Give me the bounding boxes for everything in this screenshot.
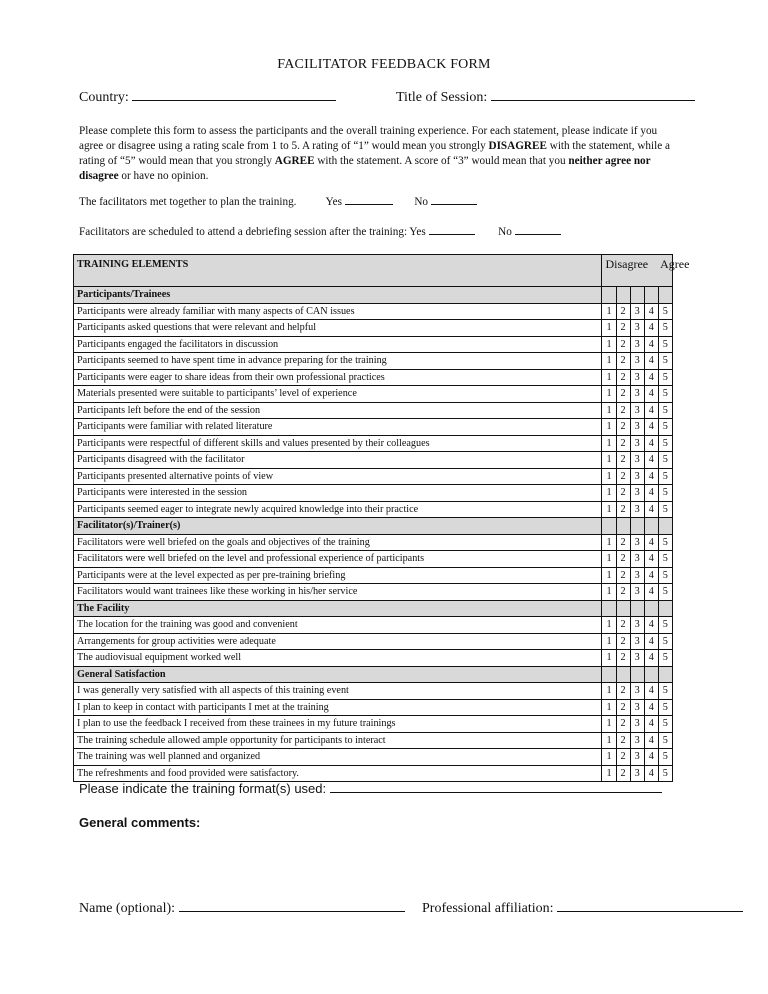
rating-option-4[interactable]: 4 <box>644 402 658 419</box>
table-row <box>74 435 673 452</box>
rating-option-4[interactable]: 4 <box>644 534 658 551</box>
rating-option-5[interactable]: 5 <box>658 353 672 370</box>
table-row <box>74 419 673 436</box>
rating-option-4[interactable]: 4 <box>644 386 658 403</box>
rating-option-5[interactable]: 5 <box>658 435 672 452</box>
instructions-agree: AGREE <box>274 155 315 167</box>
rating-table-body <box>74 255 690 782</box>
statement-cell: The audiovisual equipment worked well <box>74 650 602 667</box>
rating-option-1[interactable]: 1 <box>602 650 616 667</box>
rating-option-1[interactable]: 1 <box>602 584 616 601</box>
rating-option-4[interactable]: 4 <box>644 419 658 436</box>
statement-cell: Participants were familiar with related literature <box>74 419 602 436</box>
question-debrief-text: Facilitators are scheduled to attend a debriefing session after the training: Yes <box>79 226 426 238</box>
rating-option-1[interactable]: 1 <box>602 336 616 353</box>
rating-option-5[interactable]: 5 <box>658 534 672 551</box>
table-row <box>74 650 673 667</box>
rating-option-3[interactable]: 3 <box>630 353 644 370</box>
section-empty-cell <box>644 600 658 617</box>
rating-option-3[interactable]: 3 <box>630 699 644 716</box>
rating-option-5[interactable]: 5 <box>658 485 672 502</box>
rating-option-1[interactable]: 1 <box>602 716 616 733</box>
statement-cell: Participants were already familiar with many aspects of CAN issues <box>74 303 602 320</box>
table-row <box>74 716 673 733</box>
rating-option-1[interactable]: 1 <box>602 419 616 436</box>
statement-cell: Materials presented were suitable to participants’ level of experience <box>74 386 602 403</box>
statement-cell: Participants engaged the facilitators in discussion <box>74 336 602 353</box>
rating-option-2[interactable]: 2 <box>616 402 630 419</box>
rating-option-3[interactable]: 3 <box>630 485 644 502</box>
section-empty-cell <box>602 666 616 683</box>
rating-option-1[interactable]: 1 <box>602 303 616 320</box>
statement-cell: Facilitators were well briefed on the level and professional experience of participants <box>74 551 602 568</box>
rating-option-3[interactable]: 3 <box>630 419 644 436</box>
rating-option-2[interactable]: 2 <box>616 584 630 601</box>
statement-cell: Participants disagreed with the facilitator <box>74 452 602 469</box>
table-row <box>74 501 673 518</box>
name-row <box>79 901 405 917</box>
rating-option-1[interactable]: 1 <box>602 353 616 370</box>
rating-option-1[interactable]: 1 <box>602 699 616 716</box>
rating-option-2[interactable]: 2 <box>616 633 630 650</box>
rating-option-5[interactable]: 5 <box>658 716 672 733</box>
statement-cell: Participants were respectful of different skills and values presented by their colleagues <box>74 435 602 452</box>
table-row <box>74 369 673 386</box>
table-row <box>74 468 673 485</box>
rating-option-5[interactable]: 5 <box>658 303 672 320</box>
table-row <box>74 633 673 650</box>
statement-cell: The location for the training was good and convenient <box>74 617 602 634</box>
section-header-row <box>74 666 673 683</box>
table-row <box>74 402 673 419</box>
rating-option-5[interactable]: 5 <box>658 650 672 667</box>
section-title: General Satisfaction <box>74 666 602 683</box>
rating-option-5[interactable]: 5 <box>658 320 672 337</box>
rating-option-1[interactable]: 1 <box>602 749 616 766</box>
question-debrief-no-field[interactable] <box>515 233 561 235</box>
rating-option-3[interactable]: 3 <box>630 534 644 551</box>
rating-option-3[interactable]: 3 <box>630 468 644 485</box>
table-row <box>74 699 673 716</box>
section-title: The Facility <box>74 600 602 617</box>
rating-option-2[interactable]: 2 <box>616 501 630 518</box>
rating-option-4[interactable]: 4 <box>644 452 658 469</box>
format-field[interactable] <box>330 791 662 793</box>
country-field[interactable] <box>132 99 336 101</box>
question-met-text: The facilitators met together to plan the training. <box>79 196 297 208</box>
rating-option-1[interactable]: 1 <box>602 633 616 650</box>
rating-option-5[interactable]: 5 <box>658 584 672 601</box>
section-empty-cell <box>658 287 672 304</box>
rating-option-2[interactable]: 2 <box>616 765 630 782</box>
instructions-text-4: or have no opinion. <box>118 170 209 182</box>
rating-option-3[interactable]: 3 <box>630 765 644 782</box>
rating-option-5[interactable]: 5 <box>658 468 672 485</box>
rating-option-4[interactable]: 4 <box>644 633 658 650</box>
rating-option-3[interactable]: 3 <box>630 584 644 601</box>
rating-option-1[interactable]: 1 <box>602 551 616 568</box>
instructions-neither: neither agree nor disagree <box>79 155 651 182</box>
rating-option-3[interactable]: 3 <box>630 749 644 766</box>
rating-option-1[interactable]: 1 <box>602 485 616 502</box>
rating-option-5[interactable]: 5 <box>658 633 672 650</box>
rating-option-2[interactable]: 2 <box>616 435 630 452</box>
statement-cell: Facilitators would want trainees like these working in his/her service <box>74 584 602 601</box>
statement-cell: Participants were at the level expected as per pre-training briefing <box>74 567 602 584</box>
table-row <box>74 353 673 370</box>
section-empty-cell <box>602 287 616 304</box>
table-row <box>74 749 673 766</box>
session-field[interactable] <box>491 99 695 101</box>
section-empty-cell <box>658 666 672 683</box>
table-row <box>74 485 673 502</box>
section-header-row <box>74 287 673 304</box>
table-row <box>74 683 673 700</box>
section-empty-cell <box>616 666 630 683</box>
rating-option-3[interactable]: 3 <box>630 633 644 650</box>
rating-option-4[interactable]: 4 <box>644 650 658 667</box>
country-label: Country: <box>79 90 129 105</box>
rating-option-2[interactable]: 2 <box>616 303 630 320</box>
rating-option-4[interactable]: 4 <box>644 303 658 320</box>
table-row <box>74 452 673 469</box>
rating-option-5[interactable]: 5 <box>658 567 672 584</box>
rating-option-2[interactable]: 2 <box>616 386 630 403</box>
table-header-elements: TRAINING ELEMENTS <box>74 255 602 287</box>
instructions-text-3: with the statement. A score of “3” would mean that you <box>314 155 569 167</box>
affiliation-row <box>422 901 743 917</box>
question-met-yes-field[interactable] <box>345 203 393 205</box>
statement-cell: Participants left before the end of the session <box>74 402 602 419</box>
rating-option-5[interactable]: 5 <box>658 336 672 353</box>
rating-option-1[interactable]: 1 <box>602 452 616 469</box>
statement-cell: Participants presented alternative points of view <box>74 468 602 485</box>
section-empty-cell <box>630 287 644 304</box>
rating-option-5[interactable]: 5 <box>658 501 672 518</box>
rating-option-2[interactable]: 2 <box>616 485 630 502</box>
table-row <box>74 584 673 601</box>
rating-option-3[interactable]: 3 <box>630 650 644 667</box>
rating-option-4[interactable]: 4 <box>644 567 658 584</box>
rating-option-5[interactable]: 5 <box>658 452 672 469</box>
table-row <box>74 551 673 568</box>
table-row <box>74 617 673 634</box>
section-empty-cell <box>658 600 672 617</box>
rating-option-1[interactable]: 1 <box>602 435 616 452</box>
statement-cell: Participants were interested in the session <box>74 485 602 502</box>
rating-option-1[interactable]: 1 <box>602 567 616 584</box>
rating-option-3[interactable]: 3 <box>630 501 644 518</box>
statement-cell: I was generally very satisfied with all aspects of this training event <box>74 683 602 700</box>
rating-option-4[interactable]: 4 <box>644 732 658 749</box>
rating-option-1[interactable]: 1 <box>602 369 616 386</box>
table-row <box>74 534 673 551</box>
rating-option-2[interactable]: 2 <box>616 699 630 716</box>
general-comments-label: General comments: <box>79 815 201 830</box>
name-label: Name (optional): <box>79 901 176 916</box>
question-met-yes-label: Yes <box>325 196 342 208</box>
scale-disagree-label: Disagree <box>605 257 649 271</box>
rating-option-5[interactable]: 5 <box>658 551 672 568</box>
rating-option-3[interactable]: 3 <box>630 551 644 568</box>
rating-option-5[interactable]: 5 <box>658 402 672 419</box>
rating-option-4[interactable]: 4 <box>644 551 658 568</box>
question-met-no-field[interactable] <box>431 203 477 205</box>
rating-option-1[interactable]: 1 <box>602 320 616 337</box>
rating-option-2[interactable]: 2 <box>616 353 630 370</box>
table-row <box>74 386 673 403</box>
table-row <box>74 567 673 584</box>
table-header-row <box>74 255 673 287</box>
rating-option-1[interactable]: 1 <box>602 732 616 749</box>
country-row <box>79 90 336 106</box>
rating-option-3[interactable]: 3 <box>630 567 644 584</box>
form-title: FACILITATOR FEEDBACK FORM <box>277 57 491 72</box>
rating-option-3[interactable]: 3 <box>630 732 644 749</box>
section-empty-cell <box>644 287 658 304</box>
rating-option-4[interactable]: 4 <box>644 765 658 782</box>
rating-option-4[interactable]: 4 <box>644 683 658 700</box>
section-empty-cell <box>658 518 672 535</box>
section-empty-cell <box>616 287 630 304</box>
rating-option-3[interactable]: 3 <box>630 435 644 452</box>
rating-option-3[interactable]: 3 <box>630 617 644 634</box>
table-header-scale <box>602 255 690 287</box>
statement-cell: The training was well planned and organized <box>74 749 602 766</box>
rating-option-1[interactable]: 1 <box>602 534 616 551</box>
rating-option-4[interactable]: 4 <box>644 369 658 386</box>
rating-option-2[interactable]: 2 <box>616 336 630 353</box>
rating-option-2[interactable]: 2 <box>616 650 630 667</box>
rating-option-4[interactable]: 4 <box>644 320 658 337</box>
rating-option-3[interactable]: 3 <box>630 320 644 337</box>
rating-option-2[interactable]: 2 <box>616 320 630 337</box>
section-title: Facilitator(s)/Trainer(s) <box>74 518 602 535</box>
rating-option-2[interactable]: 2 <box>616 567 630 584</box>
format-label: Please indicate the training format(s) used: <box>79 781 327 796</box>
table-row <box>74 336 673 353</box>
rating-option-5[interactable]: 5 <box>658 749 672 766</box>
question-debrief-no-label: No <box>498 226 512 238</box>
question-met-row <box>79 196 477 208</box>
rating-option-2[interactable]: 2 <box>616 419 630 436</box>
instructions-text-2: with the statement, while a rating of “5” would mean that you strongly <box>79 140 670 167</box>
statement-cell: I plan to use the feedback I received from these trainees in my future trainings <box>74 716 602 733</box>
table-row <box>74 732 673 749</box>
rating-table <box>73 254 690 782</box>
section-empty-cell <box>602 600 616 617</box>
rating-option-3[interactable]: 3 <box>630 303 644 320</box>
table-row <box>74 303 673 320</box>
rating-option-3[interactable]: 3 <box>630 402 644 419</box>
rating-option-2[interactable]: 2 <box>616 551 630 568</box>
question-debrief-yes-field[interactable] <box>429 233 475 235</box>
rating-option-1[interactable]: 1 <box>602 402 616 419</box>
rating-option-1[interactable]: 1 <box>602 765 616 782</box>
scale-agree-label: Agree <box>660 257 690 271</box>
affiliation-field[interactable] <box>557 910 743 912</box>
statement-cell: Participants seemed to have spent time in advance preparing for the training <box>74 353 602 370</box>
rating-option-4[interactable]: 4 <box>644 699 658 716</box>
table-row <box>74 765 673 782</box>
section-empty-cell <box>630 666 644 683</box>
statement-cell: The refreshments and food provided were satisfactory. <box>74 765 602 782</box>
rating-option-3[interactable]: 3 <box>630 452 644 469</box>
rating-option-2[interactable]: 2 <box>616 369 630 386</box>
section-title: Participants/Trainees <box>74 287 602 304</box>
rating-option-1[interactable]: 1 <box>602 468 616 485</box>
rating-option-2[interactable]: 2 <box>616 749 630 766</box>
section-empty-cell <box>644 518 658 535</box>
rating-option-5[interactable]: 5 <box>658 617 672 634</box>
rating-option-3[interactable]: 3 <box>630 716 644 733</box>
statement-cell: Participants were eager to share ideas from their own professional practices <box>74 369 602 386</box>
section-empty-cell <box>630 600 644 617</box>
rating-option-4[interactable]: 4 <box>644 617 658 634</box>
rating-option-2[interactable]: 2 <box>616 534 630 551</box>
statement-cell: The training schedule allowed ample opportunity for participants to interact <box>74 732 602 749</box>
statement-cell: Arrangements for group activities were adequate <box>74 633 602 650</box>
section-empty-cell <box>630 518 644 535</box>
rating-option-3[interactable]: 3 <box>630 683 644 700</box>
rating-option-2[interactable]: 2 <box>616 468 630 485</box>
statement-cell: Facilitators were well briefed on the goals and objectives of the training <box>74 534 602 551</box>
rating-option-4[interactable]: 4 <box>644 353 658 370</box>
rating-option-5[interactable]: 5 <box>658 732 672 749</box>
question-debrief-row <box>79 226 561 238</box>
rating-option-2[interactable]: 2 <box>616 732 630 749</box>
session-row <box>396 90 695 106</box>
rating-option-4[interactable]: 4 <box>644 749 658 766</box>
section-empty-cell <box>602 518 616 535</box>
rating-option-5[interactable]: 5 <box>658 419 672 436</box>
rating-option-3[interactable]: 3 <box>630 386 644 403</box>
rating-option-2[interactable]: 2 <box>616 617 630 634</box>
format-row <box>79 781 662 796</box>
statement-cell: Participants seemed eager to integrate newly acquired knowledge into their practice <box>74 501 602 518</box>
rating-option-4[interactable]: 4 <box>644 468 658 485</box>
rating-option-4[interactable]: 4 <box>644 584 658 601</box>
rating-option-5[interactable]: 5 <box>658 699 672 716</box>
name-field[interactable] <box>179 910 405 912</box>
rating-option-2[interactable]: 2 <box>616 716 630 733</box>
rating-option-2[interactable]: 2 <box>616 452 630 469</box>
statement-cell: I plan to keep in contact with participants I met at the training <box>74 699 602 716</box>
session-label: Title of Session: <box>396 90 488 105</box>
rating-option-4[interactable]: 4 <box>644 435 658 452</box>
section-empty-cell <box>616 518 630 535</box>
rating-option-3[interactable]: 3 <box>630 336 644 353</box>
statement-cell: Participants asked questions that were relevant and helpful <box>74 320 602 337</box>
rating-option-4[interactable]: 4 <box>644 716 658 733</box>
rating-option-3[interactable]: 3 <box>630 369 644 386</box>
rating-option-5[interactable]: 5 <box>658 369 672 386</box>
section-empty-cell <box>644 666 658 683</box>
rating-option-1[interactable]: 1 <box>602 386 616 403</box>
rating-option-5[interactable]: 5 <box>658 683 672 700</box>
rating-option-1[interactable]: 1 <box>602 617 616 634</box>
question-met-no-label: No <box>414 196 429 208</box>
rating-option-2[interactable]: 2 <box>616 683 630 700</box>
instructions-disagree: DISAGREE <box>488 140 547 152</box>
rating-option-5[interactable]: 5 <box>658 765 672 782</box>
rating-option-1[interactable]: 1 <box>602 683 616 700</box>
instructions <box>79 124 679 184</box>
section-empty-cell <box>616 600 630 617</box>
section-header-row <box>74 518 673 535</box>
rating-option-4[interactable]: 4 <box>644 336 658 353</box>
table-row <box>74 320 673 337</box>
rating-option-1[interactable]: 1 <box>602 501 616 518</box>
instructions-text-1: Please complete this form to assess the participants and the overall training experience. For each statement, please indicate if you agree or disagree using a rating scale from 1 to 5. A rating of “1” would mean you strongly <box>79 125 658 152</box>
rating-option-4[interactable]: 4 <box>644 485 658 502</box>
section-header-row <box>74 600 673 617</box>
rating-option-4[interactable]: 4 <box>644 501 658 518</box>
rating-option-5[interactable]: 5 <box>658 386 672 403</box>
affiliation-label: Professional affiliation: <box>422 901 554 916</box>
